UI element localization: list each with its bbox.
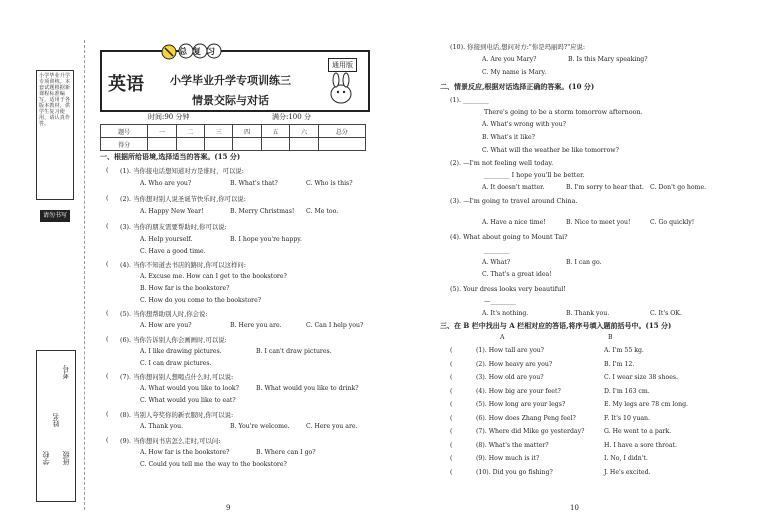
question-2: (2). —I'm not feeling well today. <box>450 159 554 167</box>
match-answer: H. I have a sore throat. <box>604 441 677 449</box>
option[interactable]: C. What will the weather be like tomorrow? <box>482 147 619 154</box>
question-paren[interactable]: ( <box>106 410 109 418</box>
question-7: (7). 当你想问别人想喝点什么时,可以说: <box>120 373 234 381</box>
match-question: (5). How long are your legs? <box>476 401 566 408</box>
option[interactable]: A. Who are you? <box>140 180 192 187</box>
option[interactable]: C. How do you come to the bookstore? <box>140 297 262 304</box>
question-paren[interactable]: ( <box>106 436 109 444</box>
question-prompt: ________ I hope you'll be better. <box>484 171 585 179</box>
answer-paren[interactable]: ( <box>450 441 453 449</box>
option[interactable]: C. Don't go home. <box>650 184 707 191</box>
score-cell[interactable] <box>318 138 365 151</box>
column-b-header: B <box>608 334 613 341</box>
student-info-box <box>36 350 76 502</box>
edition-badge: 通用版 <box>328 58 357 72</box>
option[interactable]: C. Go quickly! <box>650 219 695 226</box>
field-class: 班级 <box>62 451 70 465</box>
question-paren[interactable]: ( <box>106 309 109 317</box>
score-header: 题号 <box>101 125 148 138</box>
option[interactable]: C. Me too. <box>306 208 339 215</box>
question-4: (4). 当你不知道去书店的路时,你可以这样问: <box>120 261 246 269</box>
option[interactable]: C. My name is Mary. <box>482 69 547 76</box>
answer-paren[interactable]: ( <box>450 374 453 381</box>
score-cell[interactable] <box>205 138 233 151</box>
match-answer: J. He's excited. <box>604 468 651 476</box>
match-answer: A. I'm 55 kg. <box>604 347 644 354</box>
question-paren[interactable]: ( <box>106 372 109 380</box>
score-header: 总分 <box>318 125 365 138</box>
score-header: 三 <box>205 125 233 138</box>
page-number-left: 9 <box>226 504 231 512</box>
option[interactable]: C. Could you tell me the way to the bookstore? <box>140 461 287 468</box>
question-prompt: ________ <box>484 246 510 254</box>
score-label: 得分 <box>101 138 148 151</box>
match-question: (6). How does Zhang Peng feel? <box>476 414 576 422</box>
score-table <box>100 124 366 151</box>
answer-paren[interactable]: ( <box>450 455 453 462</box>
question-paren[interactable]: ( <box>106 335 109 343</box>
answer-paren[interactable]: ( <box>450 428 453 435</box>
question-1: (1). 当你接电话想知道对方是谁时，可以说: <box>120 167 244 175</box>
option[interactable]: A. Help yourself. <box>140 236 193 243</box>
time-limit: 时间:90 分钟 <box>148 113 190 121</box>
question-3: (3). —I'm going to travel around China. <box>450 197 578 205</box>
answer-paren[interactable]: ( <box>450 387 453 395</box>
option[interactable]: B. How far is the bookstore? <box>140 285 230 292</box>
option[interactable]: C. Have a good time. <box>140 248 206 255</box>
option[interactable]: A. Thank you. <box>140 423 184 430</box>
score-header: 五 <box>261 125 289 138</box>
column-a-header: A <box>500 334 505 341</box>
match-answer: F. It's 10 yuan. <box>604 414 650 422</box>
option[interactable]: C. Who is this? <box>306 180 353 187</box>
score-header: 一 <box>148 125 176 138</box>
option[interactable]: A. How are you? <box>140 322 192 329</box>
field-number: 考号 <box>62 365 70 379</box>
rabbit-mascot-icon <box>324 72 358 106</box>
option[interactable]: B. I hope you're happy. <box>230 236 302 243</box>
answer-paren[interactable]: ( <box>450 468 453 476</box>
match-answer: G. He went to a park. <box>604 428 672 435</box>
option[interactable]: C. That's a great idea! <box>482 271 552 278</box>
title-box <box>100 46 370 112</box>
section1-title: 一、根据所给语境,选择适当的答案。(15 分) <box>100 152 241 161</box>
score-header: 二 <box>176 125 204 138</box>
question-paren[interactable]: ( <box>106 166 109 174</box>
question-9: (9). 当你想问书店怎么走时,可以问: <box>120 437 221 445</box>
score-header: 六 <box>290 125 318 138</box>
field-name: 姓名 <box>52 413 60 427</box>
option[interactable]: B. You're welcome. <box>230 423 290 430</box>
subject-title: 英语 <box>108 74 144 95</box>
option[interactable]: A. How far is the bookstore? <box>140 449 230 456</box>
field-school: 学校 <box>42 451 50 465</box>
question-paren[interactable]: ( <box>106 222 109 230</box>
match-question: (7). Where did Mike go yesterday? <box>476 428 585 435</box>
match-question: (9). How much is it? <box>476 455 540 462</box>
option[interactable]: A. Happy New Year! <box>140 208 204 215</box>
option[interactable]: C. It's OK. <box>650 310 682 317</box>
match-question: (2). How heavy are you? <box>476 360 553 368</box>
question-paren[interactable]: ( <box>106 260 109 268</box>
question-3: (3). 当你的朋友需要帮助时,你可以说: <box>120 223 227 231</box>
option[interactable]: A. What would you like to look? <box>140 385 239 392</box>
option[interactable]: A. What? <box>482 259 511 266</box>
answer-paren[interactable]: ( <box>450 347 453 354</box>
option[interactable]: B. Nice to meet you! <box>566 219 631 226</box>
option[interactable]: B. I can go. <box>566 259 602 266</box>
logo-text: 总复习 <box>179 46 221 56</box>
match-question: (10). Did you go fishing? <box>476 468 553 476</box>
match-question: (8). What's the matter? <box>476 441 549 449</box>
match-question: (3). How old are you? <box>476 374 544 381</box>
option[interactable]: B. What's it like? <box>482 134 535 141</box>
full-score: 满分:100 分 <box>272 113 311 121</box>
cut-line <box>84 40 85 510</box>
option[interactable]: B. Merry Christmas! <box>230 208 295 215</box>
option[interactable]: A. It's nothing. <box>482 310 529 317</box>
section3-title: 三、在 B 栏中找出与 A 栏相对应的答语,将序号填入题前括号中。(15 分) <box>440 321 672 330</box>
answer-paren[interactable]: ( <box>450 401 453 408</box>
question-5: (5). Your dress looks very beautiful! <box>450 285 566 293</box>
match-answer: I. No, I didn't. <box>604 455 648 462</box>
option[interactable]: C. Can I help you? <box>306 322 364 329</box>
option[interactable]: A. It doesn't matter. <box>482 184 545 191</box>
strip-badge: 请勿书写 <box>40 210 70 222</box>
question-1: (1). ________ <box>450 96 489 104</box>
score-cell[interactable] <box>176 138 204 151</box>
match-question: (1). How tall are you? <box>476 347 544 354</box>
question-4: (4). What about going to Mount Tai? <box>450 233 568 241</box>
match-question: (4). How big are your feet? <box>476 387 561 395</box>
option[interactable]: B. Is this Mary speaking? <box>568 56 648 63</box>
worksheet-title: 小学毕业升学专项训练三 <box>170 74 291 87</box>
option[interactable]: A. Excuse me. How can I get to the bookstore? <box>140 273 287 280</box>
question-2: (2). 当你想对别人说圣诞节快乐时,你可以说: <box>120 195 246 203</box>
question-prompt: There's going to be a storm tomorrow afternoon. <box>484 108 643 116</box>
option[interactable]: C. Here you are. <box>306 423 358 430</box>
option[interactable]: A. Are you Mary? <box>482 56 537 63</box>
option[interactable]: C. What would you like to eat? <box>140 397 236 404</box>
option[interactable]: A. What's wrong with you? <box>482 121 566 128</box>
question-5: (5). 当你想帮助别人时,你会说: <box>120 310 208 318</box>
option[interactable]: A. I like drawing pictures. <box>140 348 222 355</box>
score-cell[interactable] <box>148 138 176 151</box>
score-cell[interactable] <box>233 138 261 151</box>
question-10: (10). 你接到电话,想问对方:"你是玛丽吗?"应说: <box>450 43 586 51</box>
match-answer: E. My legs are 78 cm long. <box>604 401 689 408</box>
option[interactable]: B. Thank you. <box>566 310 610 317</box>
section2-title: 二、情景反应,根据对话选择正确的答案。(10 分) <box>440 82 595 91</box>
option[interactable]: B. Here you are. <box>230 322 282 329</box>
option[interactable]: B. Where can I go? <box>256 449 316 456</box>
answer-paren[interactable]: ( <box>450 360 453 368</box>
question-prompt: —________ <box>484 297 516 305</box>
match-answer: C. I wear size 38 shoes. <box>604 374 679 381</box>
answer-paren[interactable]: ( <box>450 414 453 422</box>
option[interactable]: B. What would you like to drink? <box>256 385 359 392</box>
option[interactable]: B. I can't draw pictures. <box>256 348 332 355</box>
question-paren[interactable]: ( <box>106 194 109 202</box>
option[interactable]: A. Have a nice time! <box>482 219 546 226</box>
question-8: (8). 当别人夸奖你的新衣服时,你可以说: <box>120 411 234 419</box>
option[interactable]: B. I'm sorry to hear that. <box>566 184 644 191</box>
score-header: 四 <box>233 125 261 138</box>
worksheet-subtitle: 情景交际与对话 <box>192 94 269 107</box>
option[interactable]: C. I can draw pictures. <box>140 360 212 367</box>
logo <box>160 40 224 62</box>
option[interactable]: B. What's that? <box>230 180 278 187</box>
question-6: (6). 当你告诉别人你会画画时,可以说: <box>120 336 227 344</box>
page-number-right: 10 <box>570 504 579 512</box>
score-cell[interactable] <box>261 138 289 151</box>
score-cell[interactable] <box>290 138 318 151</box>
binding-strip <box>36 60 76 500</box>
strip-note: 小学毕业升学专项训练。本套试题根据新课程标准编写，适用于各版本教材，供学生复习使用，请认真作答。 <box>36 70 74 200</box>
match-answer: B. I'm 12. <box>604 360 635 368</box>
match-answer: D. I'm 163 cm. <box>604 387 650 395</box>
